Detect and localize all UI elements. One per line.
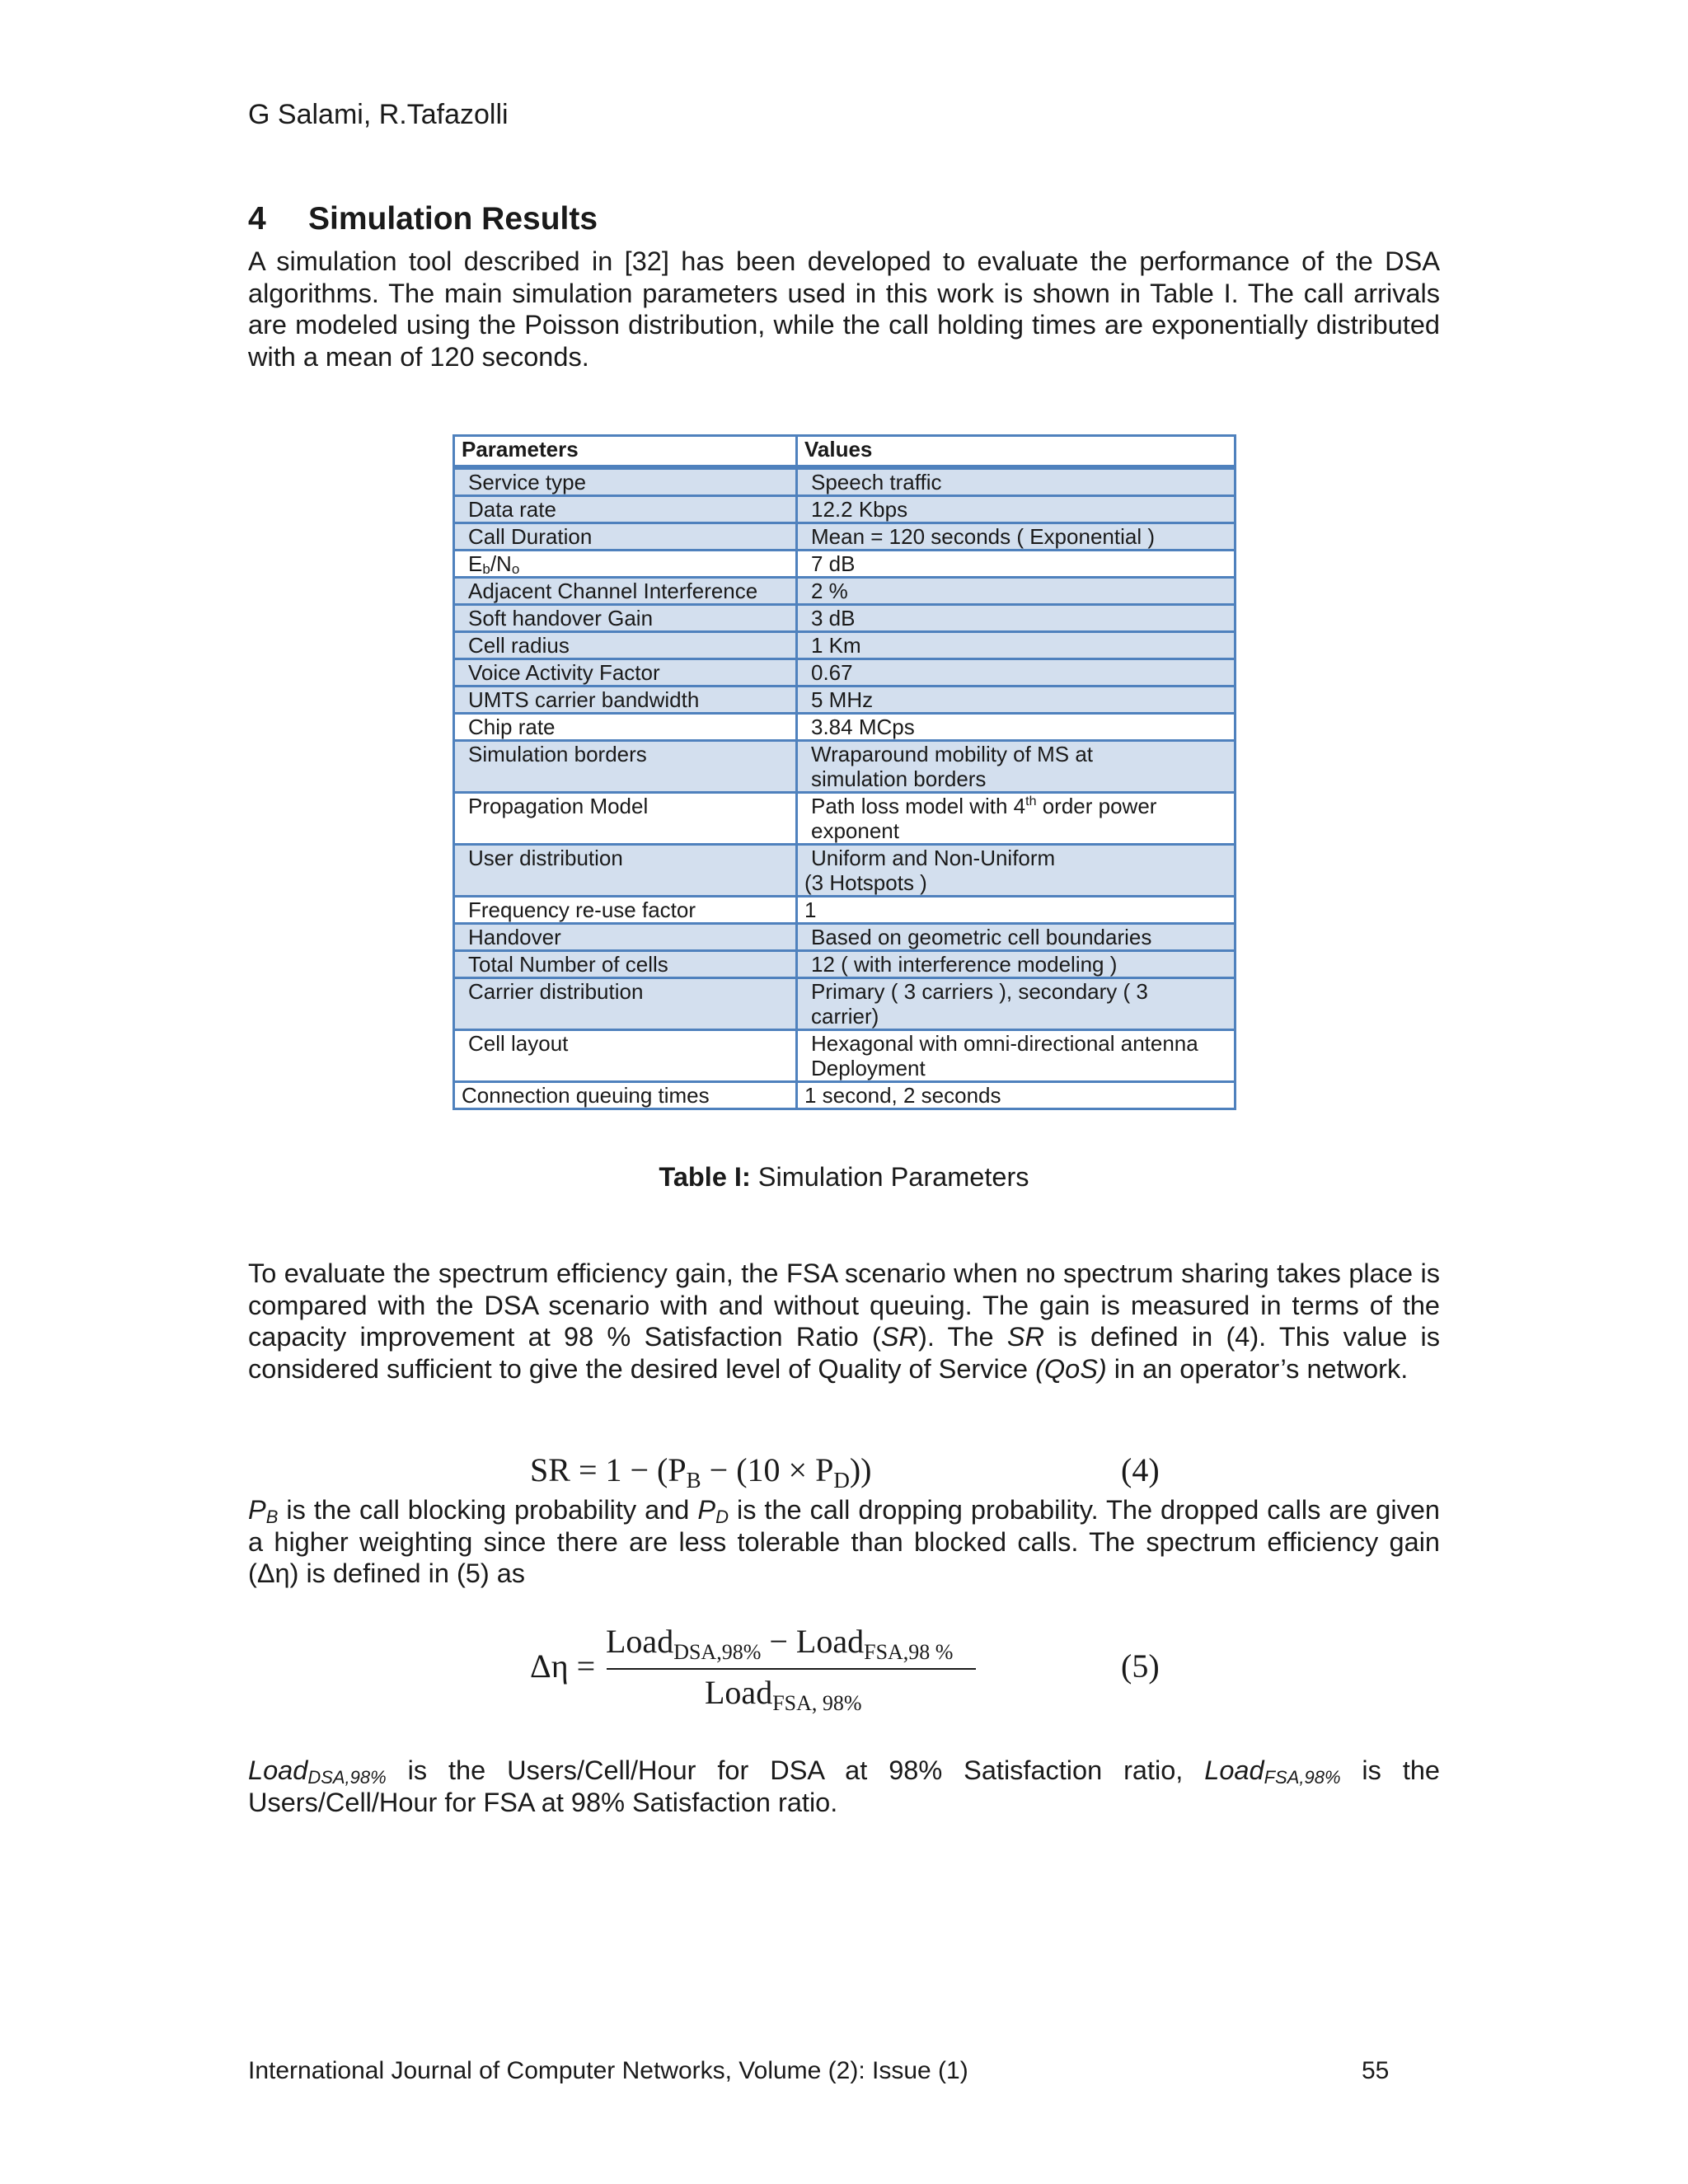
param-label: Data rate (468, 497, 556, 522)
equation-4 (530, 1451, 872, 1493)
param-label: Propagation Model (468, 794, 649, 818)
value-line-1: Wraparound mobility of MS at (811, 742, 1093, 766)
table-row (454, 659, 1236, 687)
eq-term: Load (606, 1623, 674, 1660)
param-cell (454, 1030, 797, 1082)
value-label: 5 MHz (811, 687, 874, 712)
value-label: Speech traffic (811, 470, 942, 494)
param-cell (454, 523, 797, 551)
caption-label: Table I: (659, 1162, 751, 1192)
param-cell (454, 659, 797, 687)
value-label: 12.2 Kbps (811, 497, 908, 522)
header-values: Values (797, 436, 1236, 468)
table-row (454, 845, 1236, 897)
value-label: 0.67 (811, 660, 853, 685)
eq-term: − (10 × P (701, 1451, 834, 1488)
param-cell (454, 714, 797, 741)
text-run: ). The (918, 1322, 1007, 1352)
text-run-sub: D (715, 1507, 729, 1527)
table-row (454, 897, 1236, 924)
text-run-sub: B (265, 1507, 279, 1527)
value-line-2: Deployment (811, 1056, 926, 1080)
eq-sub: FSA,98 % (864, 1640, 954, 1664)
table-row (454, 551, 1236, 578)
text-run-italic: SR (880, 1322, 918, 1352)
section-title: Simulation Results (308, 201, 598, 237)
text-run-italic: P (697, 1495, 716, 1525)
value-cell (797, 605, 1236, 632)
param-cell (454, 605, 797, 632)
param-cell (454, 496, 797, 523)
param-label: Carrier distribution (468, 979, 644, 1004)
header-parameters: Parameters (454, 436, 797, 468)
text-run: E (468, 551, 483, 576)
table-row (454, 1082, 1236, 1109)
text-run: order power (1036, 794, 1157, 818)
value-cell (797, 951, 1236, 978)
value-label: 1 second, 2 seconds (804, 1083, 1001, 1108)
param-label: Adjacent Channel Interference (468, 579, 758, 603)
value-label: Mean = 120 seconds ( Exponential ) (811, 524, 1155, 549)
footer-journal: International Journal of Computer Networks, Volume (2): Issue (1) (248, 2057, 968, 2084)
eq-sub: B (686, 1468, 701, 1493)
value-cell (797, 1082, 1236, 1109)
value-label: Based on geometric cell boundaries (811, 925, 1152, 949)
eq-term: )) (849, 1451, 872, 1488)
table-row (454, 741, 1236, 793)
fraction-bar (607, 1668, 976, 1670)
param-label: User distribution (468, 846, 623, 870)
table-row (454, 1030, 1236, 1082)
eq-term: Load (705, 1674, 773, 1711)
param-label: Simulation borders (468, 742, 647, 766)
equation-5-lhs: Δη = (530, 1647, 596, 1685)
table-row (454, 632, 1236, 659)
text-run-italic: P (248, 1495, 266, 1525)
value-line-2: simulation borders (811, 766, 987, 791)
eq-sub: DSA,98% (673, 1640, 762, 1664)
text-run-sub: FSA,98% (1264, 1767, 1341, 1788)
text-run: is defined in (4). This value is considered sufficient to give the desired level of Quality of Service (248, 1322, 1441, 1384)
param-label: Connection queuing times (462, 1083, 710, 1108)
param-cell (454, 632, 797, 659)
param-cell (454, 741, 797, 793)
value-label: 1 Km (811, 633, 861, 658)
table-row (454, 605, 1236, 632)
param-label: Soft handover Gain (468, 606, 654, 630)
paragraph-intro: A simulation tool described in [32] has been developed to evaluate the performance of the DSA algorithms. The main simulation parameters used in this work is shown in Table I. The call arrivals are modeled using the Poisson distribution, while the call holding times are exponentially distributed with a mean of 120 seconds. (248, 246, 1440, 372)
text-run-italic: Load (1204, 1755, 1264, 1785)
param-label: Chip rate (468, 715, 556, 739)
text-run: in an operator’s network. (1106, 1353, 1409, 1384)
text-run-italic: Load (248, 1755, 308, 1785)
caption-text: Simulation Parameters (750, 1162, 1029, 1192)
value-cell (797, 897, 1236, 924)
table-caption (0, 1162, 1688, 1193)
value-cell (797, 741, 1236, 793)
text-run-italic: SR (1006, 1322, 1044, 1352)
text-run-sub: b (482, 561, 490, 577)
text-run-italic: (QoS) (1035, 1353, 1107, 1384)
section-number: 4 (248, 201, 266, 237)
text-run: To evaluate the spectrum efficiency gain, the FSA scenario when no spectrum sharing takes place is compared with the DSA scenario with and without queuing. The gain is measured in terms of the capacity improvement at 98 % Satisfaction Ratio ( (248, 1258, 1440, 1352)
value-cell (797, 793, 1236, 845)
param-cell (454, 467, 797, 496)
paragraph-load-definition (248, 1755, 1440, 1818)
value-label: 3.84 MCps (811, 715, 915, 739)
text-run: is the Users/Cell/Hour for FSA at 98% Satisfaction ratio. (248, 1755, 1441, 1817)
value-label: 7 dB (811, 551, 856, 576)
page-number: 55 (1362, 2057, 1390, 2084)
value-cell (797, 578, 1236, 605)
table-header-row (454, 436, 1236, 468)
text-run-sub: o (511, 561, 520, 577)
value-cell (797, 632, 1236, 659)
text-run-sub: DSA,98% (307, 1767, 387, 1788)
value-label: 3 dB (811, 606, 856, 630)
value-cell (797, 978, 1236, 1030)
value-cell (797, 551, 1236, 578)
equation-5-denominator (705, 1673, 862, 1715)
param-label: Total Number of cells (468, 952, 668, 977)
text-run-sup: th (1025, 794, 1037, 808)
equation-5-numerator (606, 1622, 954, 1664)
equation-number-4: (4) (1121, 1451, 1160, 1488)
table-row (454, 793, 1236, 845)
table-row (454, 523, 1236, 551)
simulation-parameters-table (452, 434, 1236, 1110)
value-line-1: Hexagonal with omni-directional antenna (811, 1031, 1198, 1056)
table-row (454, 578, 1236, 605)
param-label: Frequency re-use factor (468, 898, 696, 922)
param-cell (454, 578, 797, 605)
value-cell (797, 523, 1236, 551)
table-row (454, 687, 1236, 714)
table-row (454, 951, 1236, 978)
text-run: Path loss model with 4 (811, 794, 1026, 818)
value-line-2: exponent (811, 818, 899, 843)
param-cell (454, 845, 797, 897)
value-cell (797, 496, 1236, 523)
value-cell (797, 1030, 1236, 1082)
param-label (462, 551, 519, 576)
param-label: UMTS carrier bandwidth (468, 687, 700, 712)
param-cell (454, 687, 797, 714)
running-header: G Salami, R.Tafazolli (248, 99, 509, 130)
value-cell (797, 714, 1236, 741)
paragraph-probabilities (248, 1494, 1440, 1590)
table-row (454, 496, 1236, 523)
table-row (454, 467, 1236, 496)
param-label: Service type (468, 470, 587, 494)
param-label: Voice Activity Factor (468, 660, 660, 685)
value-line-2: carrier) (811, 1004, 879, 1029)
eq-sub: FSA, 98% (772, 1691, 862, 1715)
value-cell (797, 659, 1236, 687)
value-cell (797, 687, 1236, 714)
eq-term: SR (530, 1451, 570, 1488)
value-cell (797, 924, 1236, 951)
table-row (454, 714, 1236, 741)
eq-term: − Load (761, 1623, 865, 1660)
param-cell (454, 924, 797, 951)
text-run: is the call blocking probability and (278, 1495, 698, 1525)
equation-number-5: (5) (1121, 1647, 1160, 1685)
param-cell (454, 551, 797, 578)
paragraph-spectrum-gain (248, 1258, 1440, 1385)
value-label: 2 % (811, 579, 848, 603)
text-run: /N (490, 551, 512, 576)
param-cell (454, 793, 797, 845)
param-cell (454, 951, 797, 978)
text-run: is the call dropping probability. The dropped calls are given a higher weighting since there are less tolerable than blocked calls. The spectrum efficiency gain (Δη) is defined in (5) as (248, 1495, 1440, 1588)
value-cell (797, 845, 1236, 897)
value-label: 1 (804, 898, 817, 922)
value-line-1: Primary ( 3 carriers ), secondary ( 3 (811, 979, 1148, 1004)
param-label: Cell layout (468, 1031, 569, 1056)
text-run: is the Users/Cell/Hour for DSA at 98% Satisfaction ratio, (386, 1755, 1205, 1785)
param-label: Call Duration (468, 524, 593, 549)
param-label: Cell radius (468, 633, 570, 658)
eq-term: = 1 − (P (570, 1451, 687, 1488)
value-line-2: (3 Hotspots ) (804, 870, 927, 895)
param-cell (454, 897, 797, 924)
param-cell (454, 978, 797, 1030)
table-row (454, 978, 1236, 1030)
value-line-1 (804, 794, 1156, 818)
value-line-1: Uniform and Non-Uniform (811, 846, 1056, 870)
value-label: 12 ( with interference modeling ) (811, 952, 1118, 977)
param-label: Handover (468, 925, 561, 949)
value-cell (797, 467, 1236, 496)
table-row (454, 924, 1236, 951)
eq-sub: D (833, 1468, 850, 1493)
param-cell (454, 1082, 797, 1109)
